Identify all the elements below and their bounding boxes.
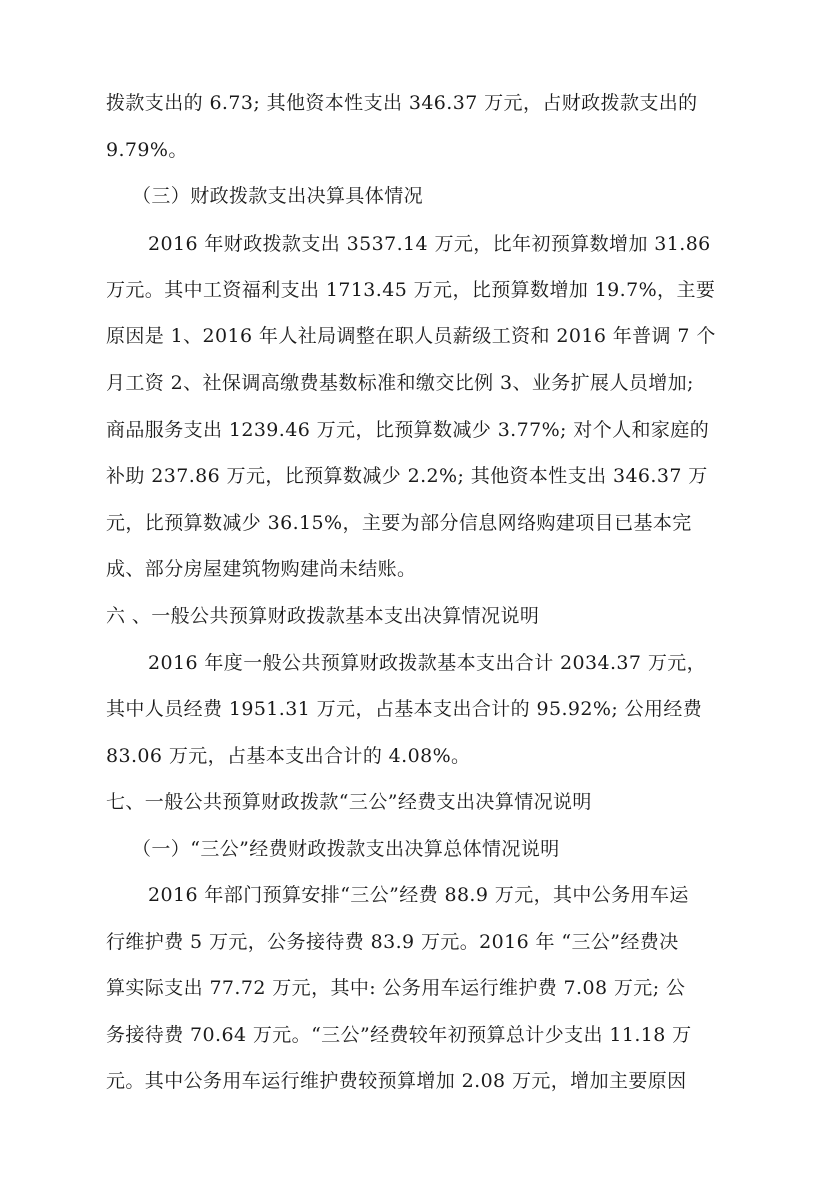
section-heading: 六 、一般公共预算财政拨款基本支出决算情况说明	[106, 605, 540, 627]
text-line: 成、部分房屋建筑物购建尚未结账。	[106, 558, 417, 580]
text-line: 行维护费 5 万元，公务接待费 83.9 万元。2016 年 “三公”经费决	[106, 931, 679, 953]
text-line: 算实际支出 77.72 万元，其中: 公务用车运行维护费 7.08 万元; 公	[106, 977, 686, 999]
text-line: 2016 年度一般公共预算财政拨款基本支出合计 2034.37 万元，	[148, 652, 707, 674]
text-line: 83.06 万元，占基本支出合计的 4.08%。	[106, 745, 471, 767]
text-line: 其中人员经费 1951.31 万元，占基本支出合计的 95.92%; 公用经费	[106, 698, 703, 720]
text-line: 9.79%。	[106, 139, 188, 161]
text-line: 补助 237.86 万元，比预算数减少 2.2%; 其他资本性支出 346.37 万	[106, 465, 708, 487]
text-line: 拨款支出的 6.73; 其他资本性支出 346.37 万元，占财政拨款支出的	[106, 92, 698, 114]
section-heading: （一）“三公”经费财政拨款支出决算总体情况说明	[132, 838, 560, 860]
text-line: 2016 年部门预算安排“三公”经费 88.9 万元，其中公务用车运	[148, 884, 689, 906]
text-line: 商品服务支出 1239.46 万元，比预算数减少 3.77%; 对个人和家庭的	[106, 419, 710, 441]
section-heading: （三）财政拨款支出决算具体情况	[132, 185, 424, 207]
text-line: 务接待费 70.64 万元。“三公”经费较年初预算总计少支出 11.18 万	[106, 1024, 692, 1046]
text-line: 元。其中公务用车运行维护费较预算增加 2.08 万元，增加主要原因	[106, 1070, 687, 1092]
text-line: 万元。其中工资福利支出 1713.45 万元，比预算数增加 19.7%，主要	[106, 279, 716, 301]
text-line: 原因是 1、2016 年人社局调整在职人员薪级工资和 2016 年普调 7 个	[106, 325, 716, 347]
text-line: 2016 年财政拨款支出 3537.14 万元，比年初预算数增加 31.86	[148, 233, 711, 255]
text-line: 月工资 2、社保调高缴费基数标准和缴交比例 3、业务扩展人员增加;	[106, 372, 694, 394]
section-heading: 七、一般公共预算财政拨款“三公”经费支出决算情况说明	[106, 791, 592, 813]
text-line: 元，比预算数减少 36.15%，主要为部分信息网络购建项目已基本完	[106, 512, 692, 534]
